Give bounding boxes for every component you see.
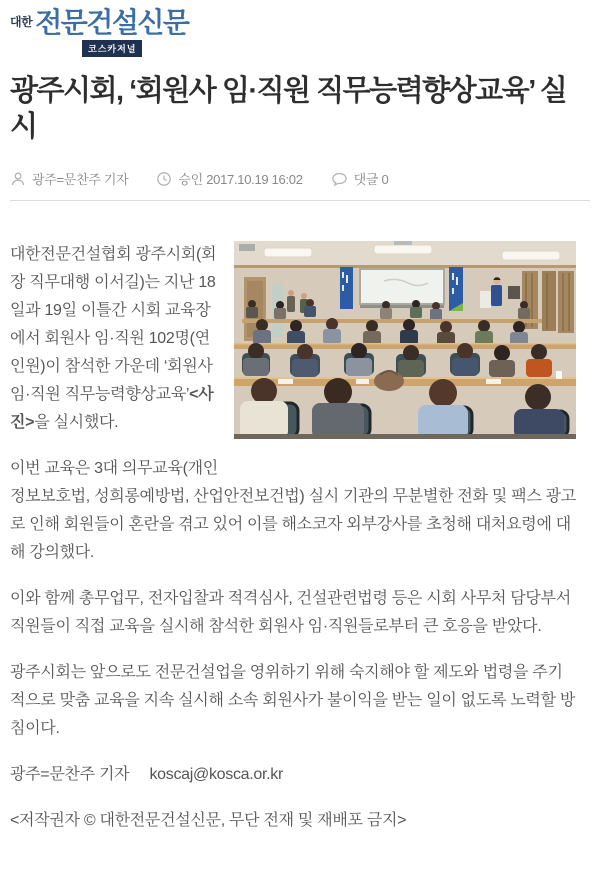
byline-approved xyxy=(156,169,302,188)
site-logo[interactable] xyxy=(10,8,188,57)
byline-approved-label: 승인 2017.10.19 16:02 xyxy=(178,172,303,188)
paragraph-2: 이번 교육은 3대 의무교육(개인정보보호법, 성희롱예방법, 산업안전보건법) 실시 기관의 무분별한 전화 및 팩스 광고로 인해 회원들이 혼란을 겪고 있어 이를 해소코자 외부강사를 초청해 대처요령에 대해 강의했다. xyxy=(10,460,576,562)
byline-reporter-label: 광주=문찬주 기자 xyxy=(32,172,129,188)
paragraph-1-tail: 을 실시했다. xyxy=(34,414,119,432)
article-body xyxy=(10,241,576,883)
paragraph-1-text: 대한전문건설협회 광주시회(회장 직무대행 이서길)는 지난 18일과 19일 이틀간 시회 교육장에서 회원사 임·직원 102명(연인원)이 참석한 가운데 ‘회원사 임·직원 직무능력향상교육’ xyxy=(10,246,217,404)
comment-bubble-icon xyxy=(331,171,348,187)
paragraph-4: 광주시회는 앞으로도 전문건설업을 영위하기 위해 숙지해야 할 제도와 법령을 주기적으로 맞춤 교육을 지속 실시해 소속 회원사가 불이익을 받는 일이 없도록 노력할 방침이다. xyxy=(10,664,576,738)
byline-reporter xyxy=(10,169,128,188)
logo-prefix: 대한 xyxy=(10,15,33,29)
clock-icon xyxy=(156,171,172,187)
article-headline: 광주시회, ‘회원사 임·직원 직무능력향상교육’ 실시 xyxy=(10,74,567,144)
article-byline xyxy=(10,169,590,188)
paragraph-1-photo-ref: <사진> xyxy=(10,386,214,432)
reporter-person-icon xyxy=(10,171,26,187)
footer-reporter-name: 광주=문찬주 기자 xyxy=(10,766,130,784)
byline-divider xyxy=(10,200,590,201)
logo-title: 전문건설신문 xyxy=(35,7,189,38)
byline-comments-label: 댓글 0 xyxy=(353,172,389,188)
byline-comments xyxy=(331,169,389,188)
reporter-line xyxy=(10,761,576,789)
article-photo xyxy=(234,241,576,439)
reporter-email-link[interactable]: koscaj@kosca.or.kr xyxy=(149,766,284,784)
paragraph-3: 이와 함께 총무업무, 전자입찰과 적격심사, 건설관련법령 등은 시회 사무처 담당부서 직원들이 직접 교육을 실시해 참석한 회원사 임·직원들로부터 큰 호응을 받았다. xyxy=(10,590,571,636)
copyright-notice: <저작권자 © 대한전문건설신문, 무단 전재 및 재배포 금지> xyxy=(10,812,407,830)
classroom-photo-illustration xyxy=(234,241,576,439)
logo-badge: 코스카저널 xyxy=(82,40,142,57)
site-header xyxy=(0,8,600,57)
